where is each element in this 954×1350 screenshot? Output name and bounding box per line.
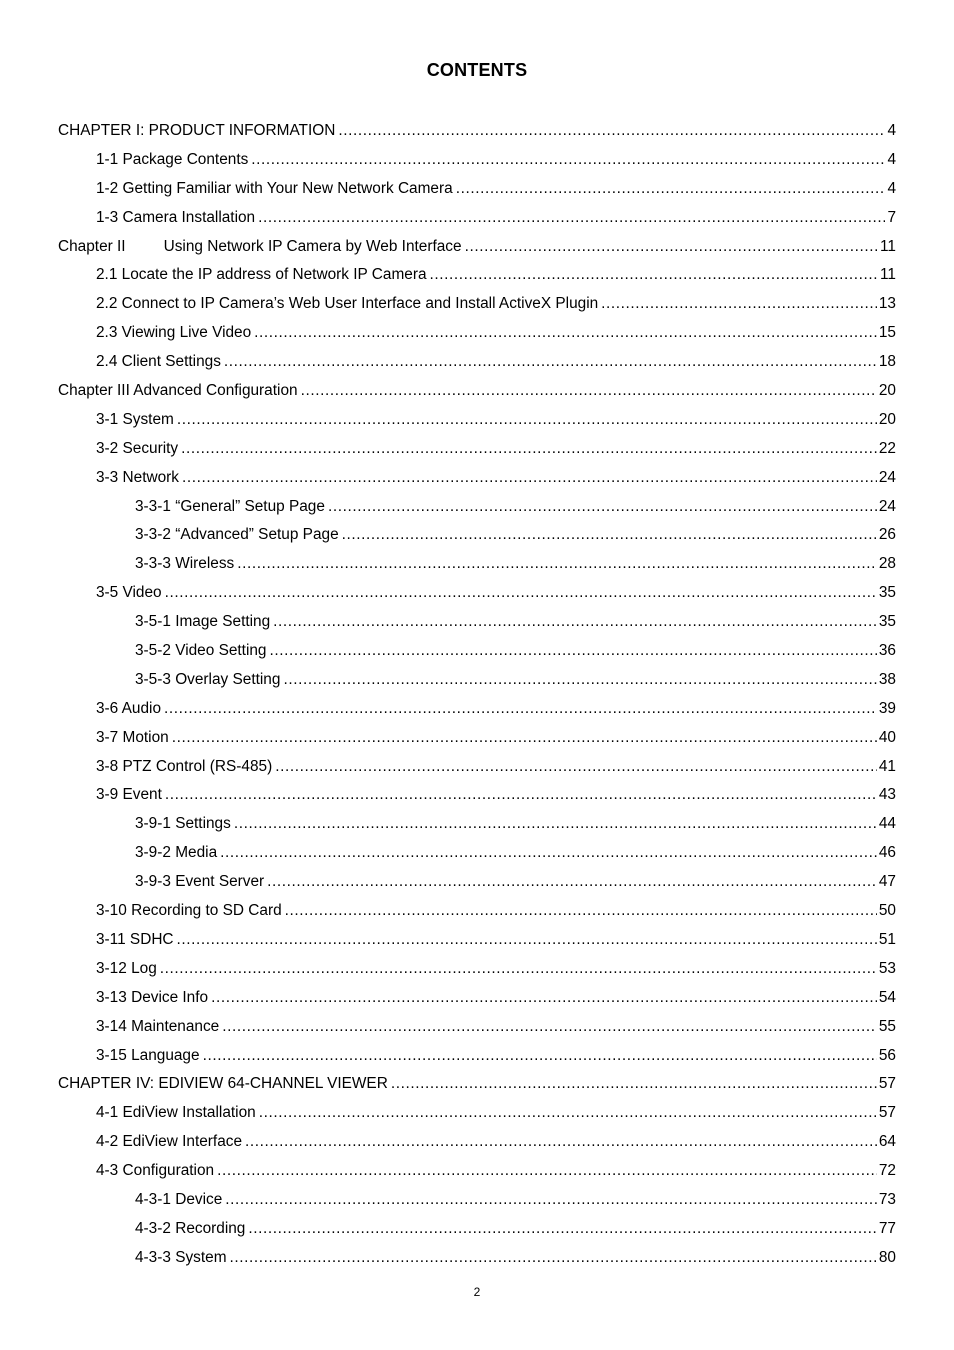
toc-page-number: 26 <box>878 526 896 544</box>
toc-entry-title <box>135 637 266 666</box>
toc-entry[interactable] <box>58 984 896 1013</box>
toc-entry-title <box>96 984 208 1013</box>
toc-entry-subtitle: Using Network IP Camera by Web Interface <box>163 237 462 255</box>
toc-dot-leader <box>285 897 877 926</box>
toc-page-number: 43 <box>878 786 896 804</box>
toc-entry-label: Chapter III Advanced Configuration <box>58 382 298 400</box>
toc-entry[interactable] <box>58 955 896 984</box>
toc-entry-label: 3-9-3 Event Server <box>135 873 265 891</box>
toc-page-number: 41 <box>878 757 896 775</box>
toc-entry[interactable] <box>58 261 896 290</box>
toc-page-number: 39 <box>878 699 896 717</box>
toc-entry-label: 3-2 Security <box>96 439 179 457</box>
toc-entry-label: 3-3 Network <box>96 468 179 486</box>
toc-entry-label: 3-8 PTZ Control (RS-485) <box>96 757 273 775</box>
toc-dot-leader <box>267 868 877 897</box>
toc-dot-leader <box>181 435 877 464</box>
toc-entry-label: CHAPTER I: PRODUCT INFORMATION <box>58 122 336 139</box>
toc-page-number: 20 <box>878 382 896 400</box>
toc-dot-leader <box>234 810 877 839</box>
toc-entry-label: 4-2 EdiView Interface <box>96 1133 243 1151</box>
toc-entry-title <box>96 406 174 435</box>
toc-page-number: 13 <box>878 295 896 313</box>
toc-page-number: 38 <box>878 670 896 688</box>
toc-entry-title <box>96 1099 256 1128</box>
toc-entry[interactable] <box>58 204 896 233</box>
toc-entry-title <box>135 1244 227 1273</box>
toc-dot-leader <box>251 146 885 175</box>
toc-page-number: 56 <box>878 1046 896 1064</box>
toc-entry-label: 2.3 Viewing Live Video <box>96 324 252 342</box>
toc-entry-label: 3-3-3 Wireless <box>135 555 235 573</box>
toc-entry-label: 4-3-1 Device <box>135 1190 223 1208</box>
toc-entry-title <box>135 868 264 897</box>
toc-page-number: 50 <box>878 902 896 920</box>
toc-page-number: 20 <box>878 410 896 428</box>
toc-page-number: 4 <box>887 179 896 197</box>
toc-entry-label: 3-3-1 “General” Setup Page <box>135 497 325 515</box>
toc-entry-label: 3-5-2 Video Setting <box>135 642 267 660</box>
toc-page-number: 22 <box>878 439 896 457</box>
toc-dot-leader <box>172 724 877 753</box>
toc-page-number: 15 <box>878 324 896 342</box>
toc-entry-label: 3-14 Maintenance <box>96 1017 220 1035</box>
toc-dot-leader <box>177 926 877 955</box>
toc-dot-leader <box>338 117 885 146</box>
toc-page-number: 4 <box>887 122 896 139</box>
toc-page-number: 28 <box>878 555 896 573</box>
toc-dot-leader <box>222 1013 877 1042</box>
toc-dot-leader <box>165 579 877 608</box>
toc-entry[interactable] <box>58 1157 896 1186</box>
toc-entry[interactable] <box>58 319 896 348</box>
toc-entry-title <box>58 233 462 262</box>
toc-entry-title <box>96 435 178 464</box>
toc-entry-title <box>96 753 272 782</box>
toc-dot-leader <box>225 1186 877 1215</box>
toc-entry-title <box>135 1215 245 1244</box>
toc-entry[interactable] <box>58 290 896 319</box>
toc-entry-label: 3-15 Language <box>96 1046 200 1064</box>
toc-page-number: 77 <box>878 1219 896 1237</box>
toc-entry-label: CHAPTER IV: EDIVIEW 64-CHANNEL VIEWER <box>58 1075 388 1093</box>
toc-entry[interactable] <box>58 695 896 724</box>
toc-entry-title <box>96 204 255 233</box>
toc-entry-label: 3-1 System <box>96 410 174 428</box>
toc-entry[interactable] <box>58 377 896 406</box>
toc-entry-title <box>96 926 174 955</box>
toc-dot-leader <box>203 1042 877 1071</box>
toc-entry-label: 4-3-3 System <box>135 1248 227 1266</box>
toc-entry-title <box>96 695 161 724</box>
toc-dot-leader <box>269 637 876 666</box>
toc-entry-title <box>96 290 598 319</box>
toc-dot-leader <box>160 955 877 984</box>
toc-dot-leader <box>220 839 877 868</box>
toc-page-number: 80 <box>878 1248 896 1266</box>
toc-page-number: 51 <box>878 930 896 948</box>
toc-entry[interactable] <box>58 724 896 753</box>
toc-entry-label: 3-6 Audio <box>96 699 162 717</box>
toc-dot-leader <box>248 1215 877 1244</box>
toc-page-number: 4 <box>887 150 896 168</box>
toc-entry-title <box>96 464 179 493</box>
toc-page-number: 35 <box>878 584 896 602</box>
toc-entry-title <box>135 493 325 522</box>
toc-dot-leader <box>217 1157 877 1186</box>
toc-entry-label: 3-11 SDHC <box>96 930 174 948</box>
toc-dot-leader <box>182 464 877 493</box>
toc-dot-leader <box>211 984 877 1013</box>
toc-page-number: 72 <box>878 1162 896 1180</box>
toc-page-number: 47 <box>878 873 896 891</box>
toc-page-number: 36 <box>878 642 896 660</box>
toc-entry[interactable] <box>58 550 896 579</box>
toc-entry[interactable] <box>58 1099 896 1128</box>
toc-entry[interactable] <box>58 897 896 926</box>
toc-entry[interactable] <box>58 637 896 666</box>
toc-entry-title <box>96 261 427 290</box>
toc-entry[interactable] <box>58 1128 896 1157</box>
toc-entry-title <box>135 1186 222 1215</box>
toc-entry-label: 3-9-2 Media <box>135 844 218 862</box>
toc-entry[interactable] <box>58 753 896 782</box>
toc-entry-label: 3-10 Recording to SD Card <box>96 902 282 920</box>
toc-page-number: 24 <box>878 497 896 515</box>
toc-entry-label: 3-5-1 Image Setting <box>135 613 271 631</box>
toc-entry-title <box>96 955 157 984</box>
toc-entry[interactable] <box>58 493 896 522</box>
toc-entry-label: 3-5 Video <box>96 584 162 602</box>
toc-entry[interactable] <box>58 608 896 637</box>
toc-entry-title <box>58 377 298 406</box>
toc-page-number: 54 <box>878 988 896 1006</box>
toc-entry-title <box>96 319 251 348</box>
toc-entry-title <box>96 1128 242 1157</box>
toc-page-number: 11 <box>880 237 896 255</box>
toc-dot-leader <box>259 1099 877 1128</box>
toc-dot-leader <box>465 233 878 262</box>
toc-entry-label: 2.1 Locate the IP address of Network IP Camera <box>96 266 427 284</box>
toc-page-number: 53 <box>878 959 896 977</box>
toc-entry[interactable] <box>58 175 896 204</box>
toc-entry[interactable] <box>58 435 896 464</box>
toc-entry[interactable] <box>58 579 896 608</box>
toc-entry-title <box>58 1070 388 1099</box>
toc-page-number: 11 <box>880 266 896 284</box>
toc-entry-title <box>96 1042 200 1071</box>
toc-entry-title <box>96 175 453 204</box>
toc-entry[interactable] <box>58 146 896 175</box>
toc-entry[interactable] <box>58 781 896 810</box>
toc-page-number: 57 <box>878 1104 896 1122</box>
toc-entry[interactable] <box>58 1244 896 1273</box>
toc-entry[interactable] <box>58 348 896 377</box>
toc-page-number: 40 <box>878 728 896 746</box>
toc-entry[interactable] <box>58 1070 896 1099</box>
toc-entry[interactable] <box>58 117 896 146</box>
toc-dot-leader <box>301 377 877 406</box>
toc-dot-leader <box>283 666 876 695</box>
toc-entry-title <box>96 579 162 608</box>
toc-entry-label: 3-12 Log <box>96 959 157 977</box>
toc-dot-leader <box>165 781 877 810</box>
toc-entry-title <box>135 666 280 695</box>
toc-entry-title <box>96 781 162 810</box>
toc-entry-title <box>135 521 339 550</box>
toc-entry-title <box>135 810 231 839</box>
toc-entry[interactable] <box>58 406 896 435</box>
page-number: 2 <box>473 1285 481 1299</box>
toc-entry-title <box>96 1157 214 1186</box>
toc-dot-leader <box>273 608 877 637</box>
toc-entry-title <box>135 608 270 637</box>
toc-dot-leader <box>328 493 877 522</box>
toc-dot-leader <box>430 261 879 290</box>
toc-dot-leader <box>342 521 877 550</box>
toc-entry-label: 1-2 Getting Familiar with Your New Network Camera <box>96 179 453 197</box>
toc-entry[interactable] <box>58 1013 896 1042</box>
toc-entry-label: 3-9 Event <box>96 786 162 804</box>
toc-dot-leader <box>275 753 877 782</box>
toc-entry-title <box>96 724 169 753</box>
toc-page-number: 57 <box>878 1075 896 1093</box>
toc-entry-title <box>96 146 248 175</box>
toc-dot-leader <box>254 319 877 348</box>
toc-entry-label: 4-3-2 Recording <box>135 1219 246 1237</box>
toc-dot-leader <box>601 290 877 319</box>
page-title: CONTENTS <box>426 60 528 80</box>
toc-dot-leader <box>230 1244 877 1273</box>
toc-entry-label: 3-13 Device Info <box>96 988 209 1006</box>
toc-page-number: 18 <box>878 353 896 371</box>
toc-entry-label: 2.4 Client Settings <box>96 353 221 371</box>
toc-entry-title <box>58 117 335 146</box>
toc-entry[interactable] <box>58 1042 896 1071</box>
toc-entry[interactable] <box>58 1215 896 1244</box>
toc-dot-leader <box>177 406 877 435</box>
toc-page-number: 7 <box>887 208 896 226</box>
toc-dot-leader <box>456 175 886 204</box>
toc-entry-label: 1-1 Package Contents <box>96 150 249 168</box>
toc-entry-label: 2.2 Connect to IP Camera’s Web User Interface and Install ActiveX Plugin <box>96 295 599 313</box>
toc-page-number: 46 <box>878 844 896 862</box>
toc-entry[interactable] <box>58 810 896 839</box>
toc-entry[interactable] <box>58 926 896 955</box>
toc-entry-title <box>135 839 217 868</box>
table-of-contents <box>58 117 896 1273</box>
toc-entry-title <box>135 550 234 579</box>
toc-entry-label: 3-5-3 Overlay Setting <box>135 670 281 688</box>
toc-entry[interactable] <box>58 868 896 897</box>
toc-entry-label: 1-3 Camera Installation <box>96 208 256 226</box>
toc-dot-leader <box>245 1128 877 1157</box>
toc-entry-label: Chapter II <box>58 237 126 255</box>
toc-page-number: 55 <box>878 1017 896 1035</box>
toc-page-number: 73 <box>878 1190 896 1208</box>
toc-entry-label: 4-3 Configuration <box>96 1162 215 1180</box>
toc-entry[interactable] <box>58 839 896 868</box>
toc-dot-leader <box>164 695 877 724</box>
toc-entry-label: 3-7 Motion <box>96 728 169 746</box>
toc-entry[interactable] <box>58 666 896 695</box>
toc-entry[interactable] <box>58 233 896 262</box>
toc-dot-leader <box>391 1070 877 1099</box>
toc-entry-label: 4-1 EdiView Installation <box>96 1104 256 1122</box>
toc-entry-label: 3-3-2 “Advanced” Setup Page <box>135 526 339 544</box>
toc-entry[interactable] <box>58 1186 896 1215</box>
toc-dot-leader <box>258 204 885 233</box>
toc-entry-title <box>96 897 282 926</box>
toc-page-number: 35 <box>878 613 896 631</box>
toc-entry[interactable] <box>58 521 896 550</box>
toc-dot-leader <box>224 348 877 377</box>
toc-dot-leader <box>237 550 877 579</box>
toc-entry-title <box>96 348 221 377</box>
toc-entry[interactable] <box>58 464 896 493</box>
toc-page-number: 44 <box>878 815 896 833</box>
toc-page-number: 24 <box>878 468 896 486</box>
toc-entry-title <box>96 1013 219 1042</box>
toc-entry-label: 3-9-1 Settings <box>135 815 231 833</box>
toc-page-number: 64 <box>878 1133 896 1151</box>
